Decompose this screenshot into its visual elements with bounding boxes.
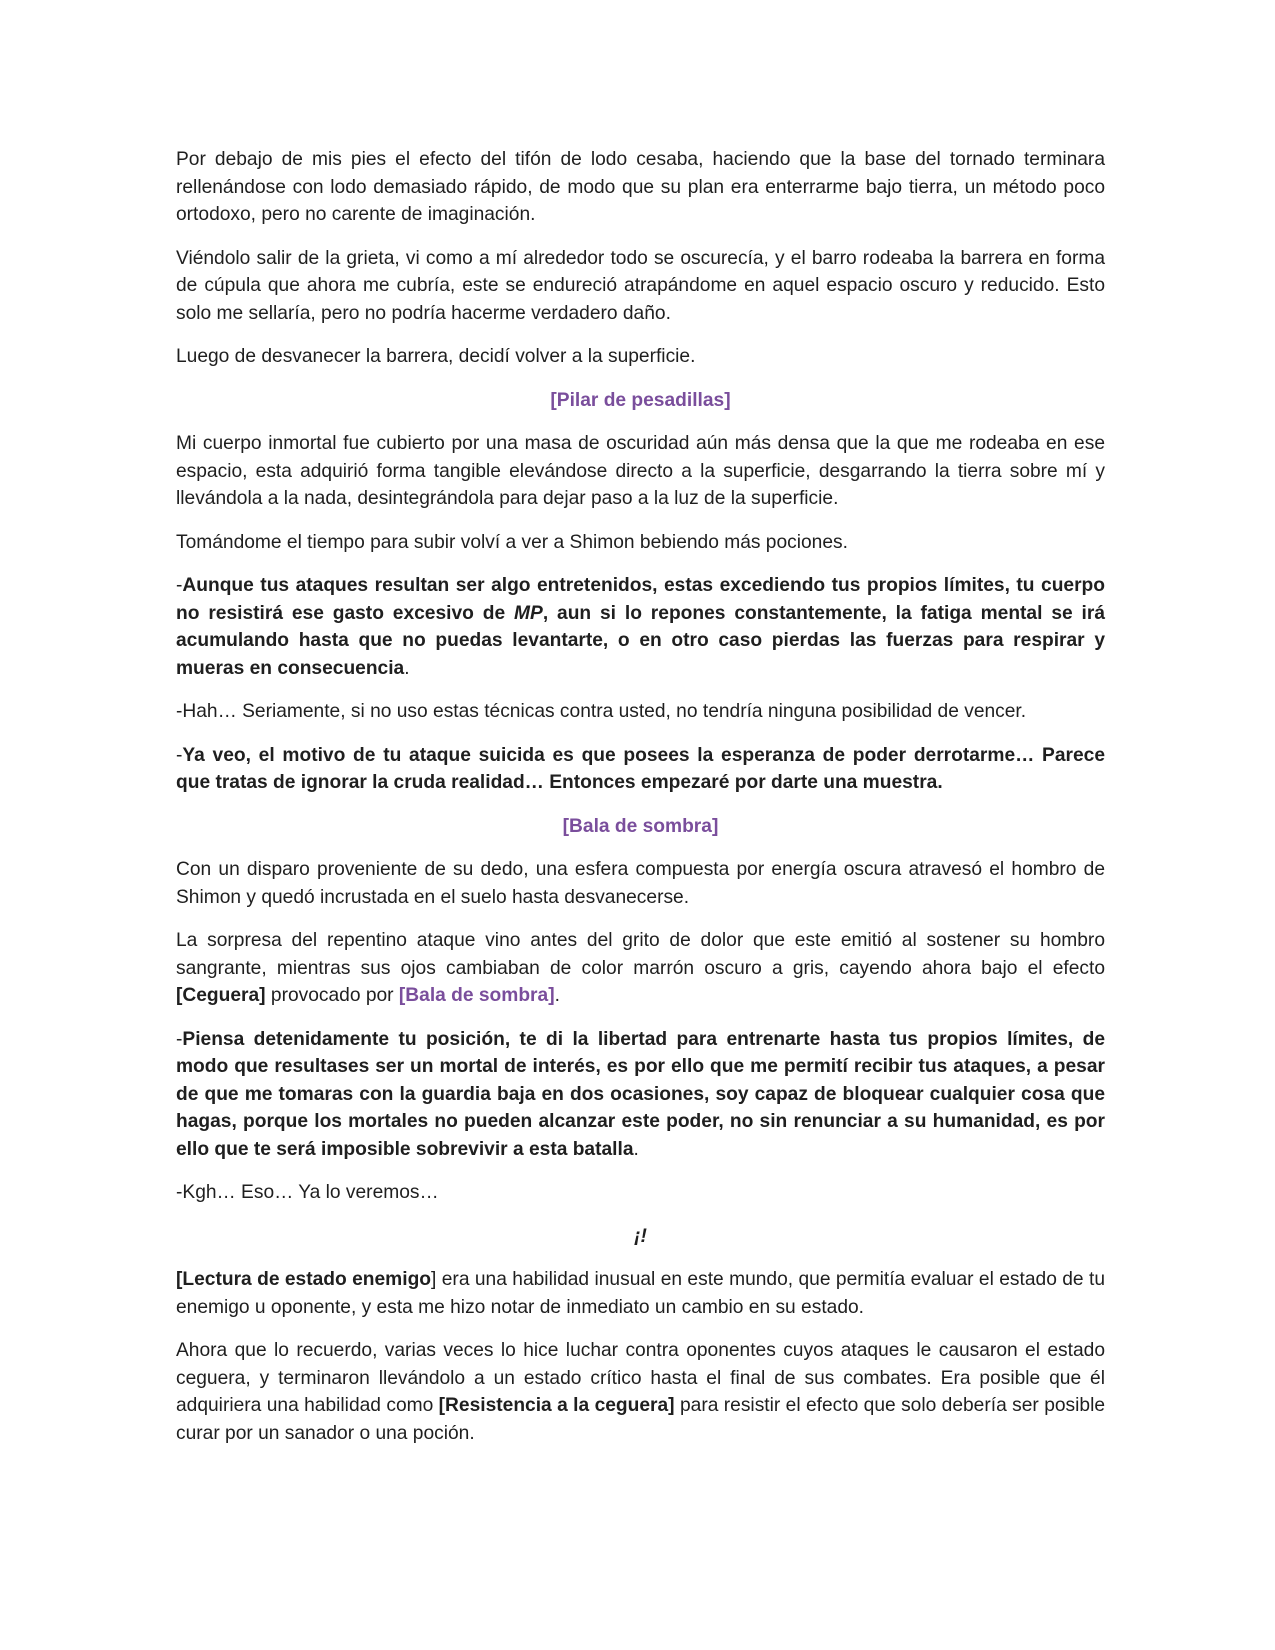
- paragraph-4: Mi cuerpo inmortal fue cubierto por una masa de oscuridad aún más densa que la que me rodeaba en ese espacio, esta adquirió forma tangible elevándose directo a la superficie, desgarrando la tierra sobre mí y llevándola a la nada, desintegrándola para dejar paso a la luz de la superficie.: [176, 433, 1105, 509]
- dialogue-mp: MP: [514, 602, 543, 624]
- paragraph-13-rest: era una habilidad inusual en este mundo, que permitía evaluar el estado de tu enemigo u oponente, y esta me hizo notar de inmediato un cambio en su estado.: [176, 1269, 1105, 1318]
- dialogue-1: [176, 572, 1105, 682]
- dialogue-dash: -: [176, 744, 183, 766]
- paragraph-13: [176, 1266, 1105, 1321]
- paragraph-5: Tomándome el tiempo para subir volví a ver a Shimon bebiendo más pociones.: [176, 531, 848, 553]
- paragraph-10-b: provocado por: [265, 985, 399, 1006]
- dialogue-bold-b: , aun si lo repones constantemente, la fatiga mental se irá acumulando hasta que no puedas levantarte, o en otro caso pierdas las fuerzas para respirar y mueras en consecuencia: [176, 602, 1105, 679]
- skill-resistencia: [Resistencia a la ceguera]: [438, 1395, 675, 1416]
- skill-heading-pilar: [Pilar de pesadillas]: [550, 389, 731, 411]
- status-ceguera: [Ceguera]: [176, 985, 266, 1006]
- dialogue-dash: -: [176, 1028, 183, 1050]
- skill-bala-inline: [Bala de sombra]: [398, 985, 555, 1006]
- dialogue-bold: Ya veo, el motivo de tu ataque suicida es que posees la esperanza de poder derrotarme… Parece que tratas de ignorar la cruda realidad… Entonces empezaré por darte una muestra.: [176, 744, 1105, 793]
- dialogue-3: [176, 742, 1105, 797]
- paragraph-2: Viéndolo salir de la grieta, vi como a mí alrededor todo se oscurecía, y el barro rodeaba la barrera en forma de cúpula que ahora me cubría, este se endureció atrapándome en aquel espacio oscuro y reducido. Esto solo me sellaría, pero no podría hacerme verdadero daño.: [176, 247, 1105, 324]
- paragraph-3: Luego de desvanecer la barrera, decidí volver a la superficie.: [176, 346, 696, 367]
- paragraph-14-a: Ahora que lo recuerdo, varias veces lo hice luchar contra oponentes cuyos ataques le causaron el estado ceguera, y terminaron llevándolo a un estado crítico hasta el final de sus combates. Era posible que él adquiriera una habilidad como: [176, 1340, 1105, 1416]
- paragraph-10: [176, 927, 1105, 1010]
- scene-separator: ¡!: [634, 1225, 647, 1247]
- skill-heading-bala: [Bala de sombra]: [562, 815, 719, 837]
- skill-lectura: [Lectura de estado enemigo: [176, 1269, 432, 1290]
- dialogue-4: [176, 1026, 1105, 1164]
- paragraph-10-a: La sorpresa del repentino ataque vino antes del grito de dolor que este emitió al sostener su hombro sangrante, mientras sus ojos cambiaban de color marrón oscuro a gris, cayendo ahora bajo el efecto: [176, 930, 1105, 979]
- paragraph-1: Por debajo de mis pies el efecto del tifón de lodo cesaba, haciendo que la base del tornado terminara rellenándose con lodo demasiado rápido, de modo que su plan era enterrarme bajo tierra, un método poco ortodoxo, pero no carente de imaginación.: [176, 149, 1105, 225]
- paragraph-14-b: para resistir el efecto que solo debería ser posible curar por un sanador o una poción.: [176, 1395, 1106, 1444]
- dialogue-dash: -: [176, 575, 183, 596]
- dialogue-end: .: [404, 657, 410, 679]
- paragraph-14: [176, 1337, 1105, 1447]
- paragraph-13-bracket: ]: [431, 1269, 437, 1290]
- paragraph-9: Con un disparo proveniente de su dedo, una esfera compuesta por energía oscura atravesó el hombro de Shimon y quedó incrustada en el suelo hasta desvanecerse.: [176, 859, 1105, 908]
- dialogue-bold-a: Aunque tus ataques resultan ser algo entretenidos, estas excediendo tus propios límites, tu cuerpo no resistirá ese gasto excesivo de: [176, 575, 1105, 624]
- dialogue-2: -Hah… Seriamente, si no uso estas técnicas contra usted, no tendría ninguna posibilidad de vencer.: [176, 701, 1027, 722]
- dialogue-end: .: [633, 1138, 639, 1160]
- dialogue-5: -Kgh… Eso… Ya lo veremos…: [176, 1182, 439, 1203]
- paragraph-10-end: .: [554, 985, 560, 1006]
- dialogue-bold: Piensa detenidamente tu posición, te di la libertad para entrenarte hasta tus propios límites, de modo que resultases ser un mortal de interés, es por ello que me permití recibir tus ataques, a pesar de que me tomaras con la guardia baja en dos ocasiones, soy capaz de bloquear cualquier cosa que hagas, porque los mortales no pueden alcanzar este poder, no sin renunciar a su humanidad, es por ello que te será imposible sobrevivir a esta batalla: [176, 1028, 1105, 1160]
